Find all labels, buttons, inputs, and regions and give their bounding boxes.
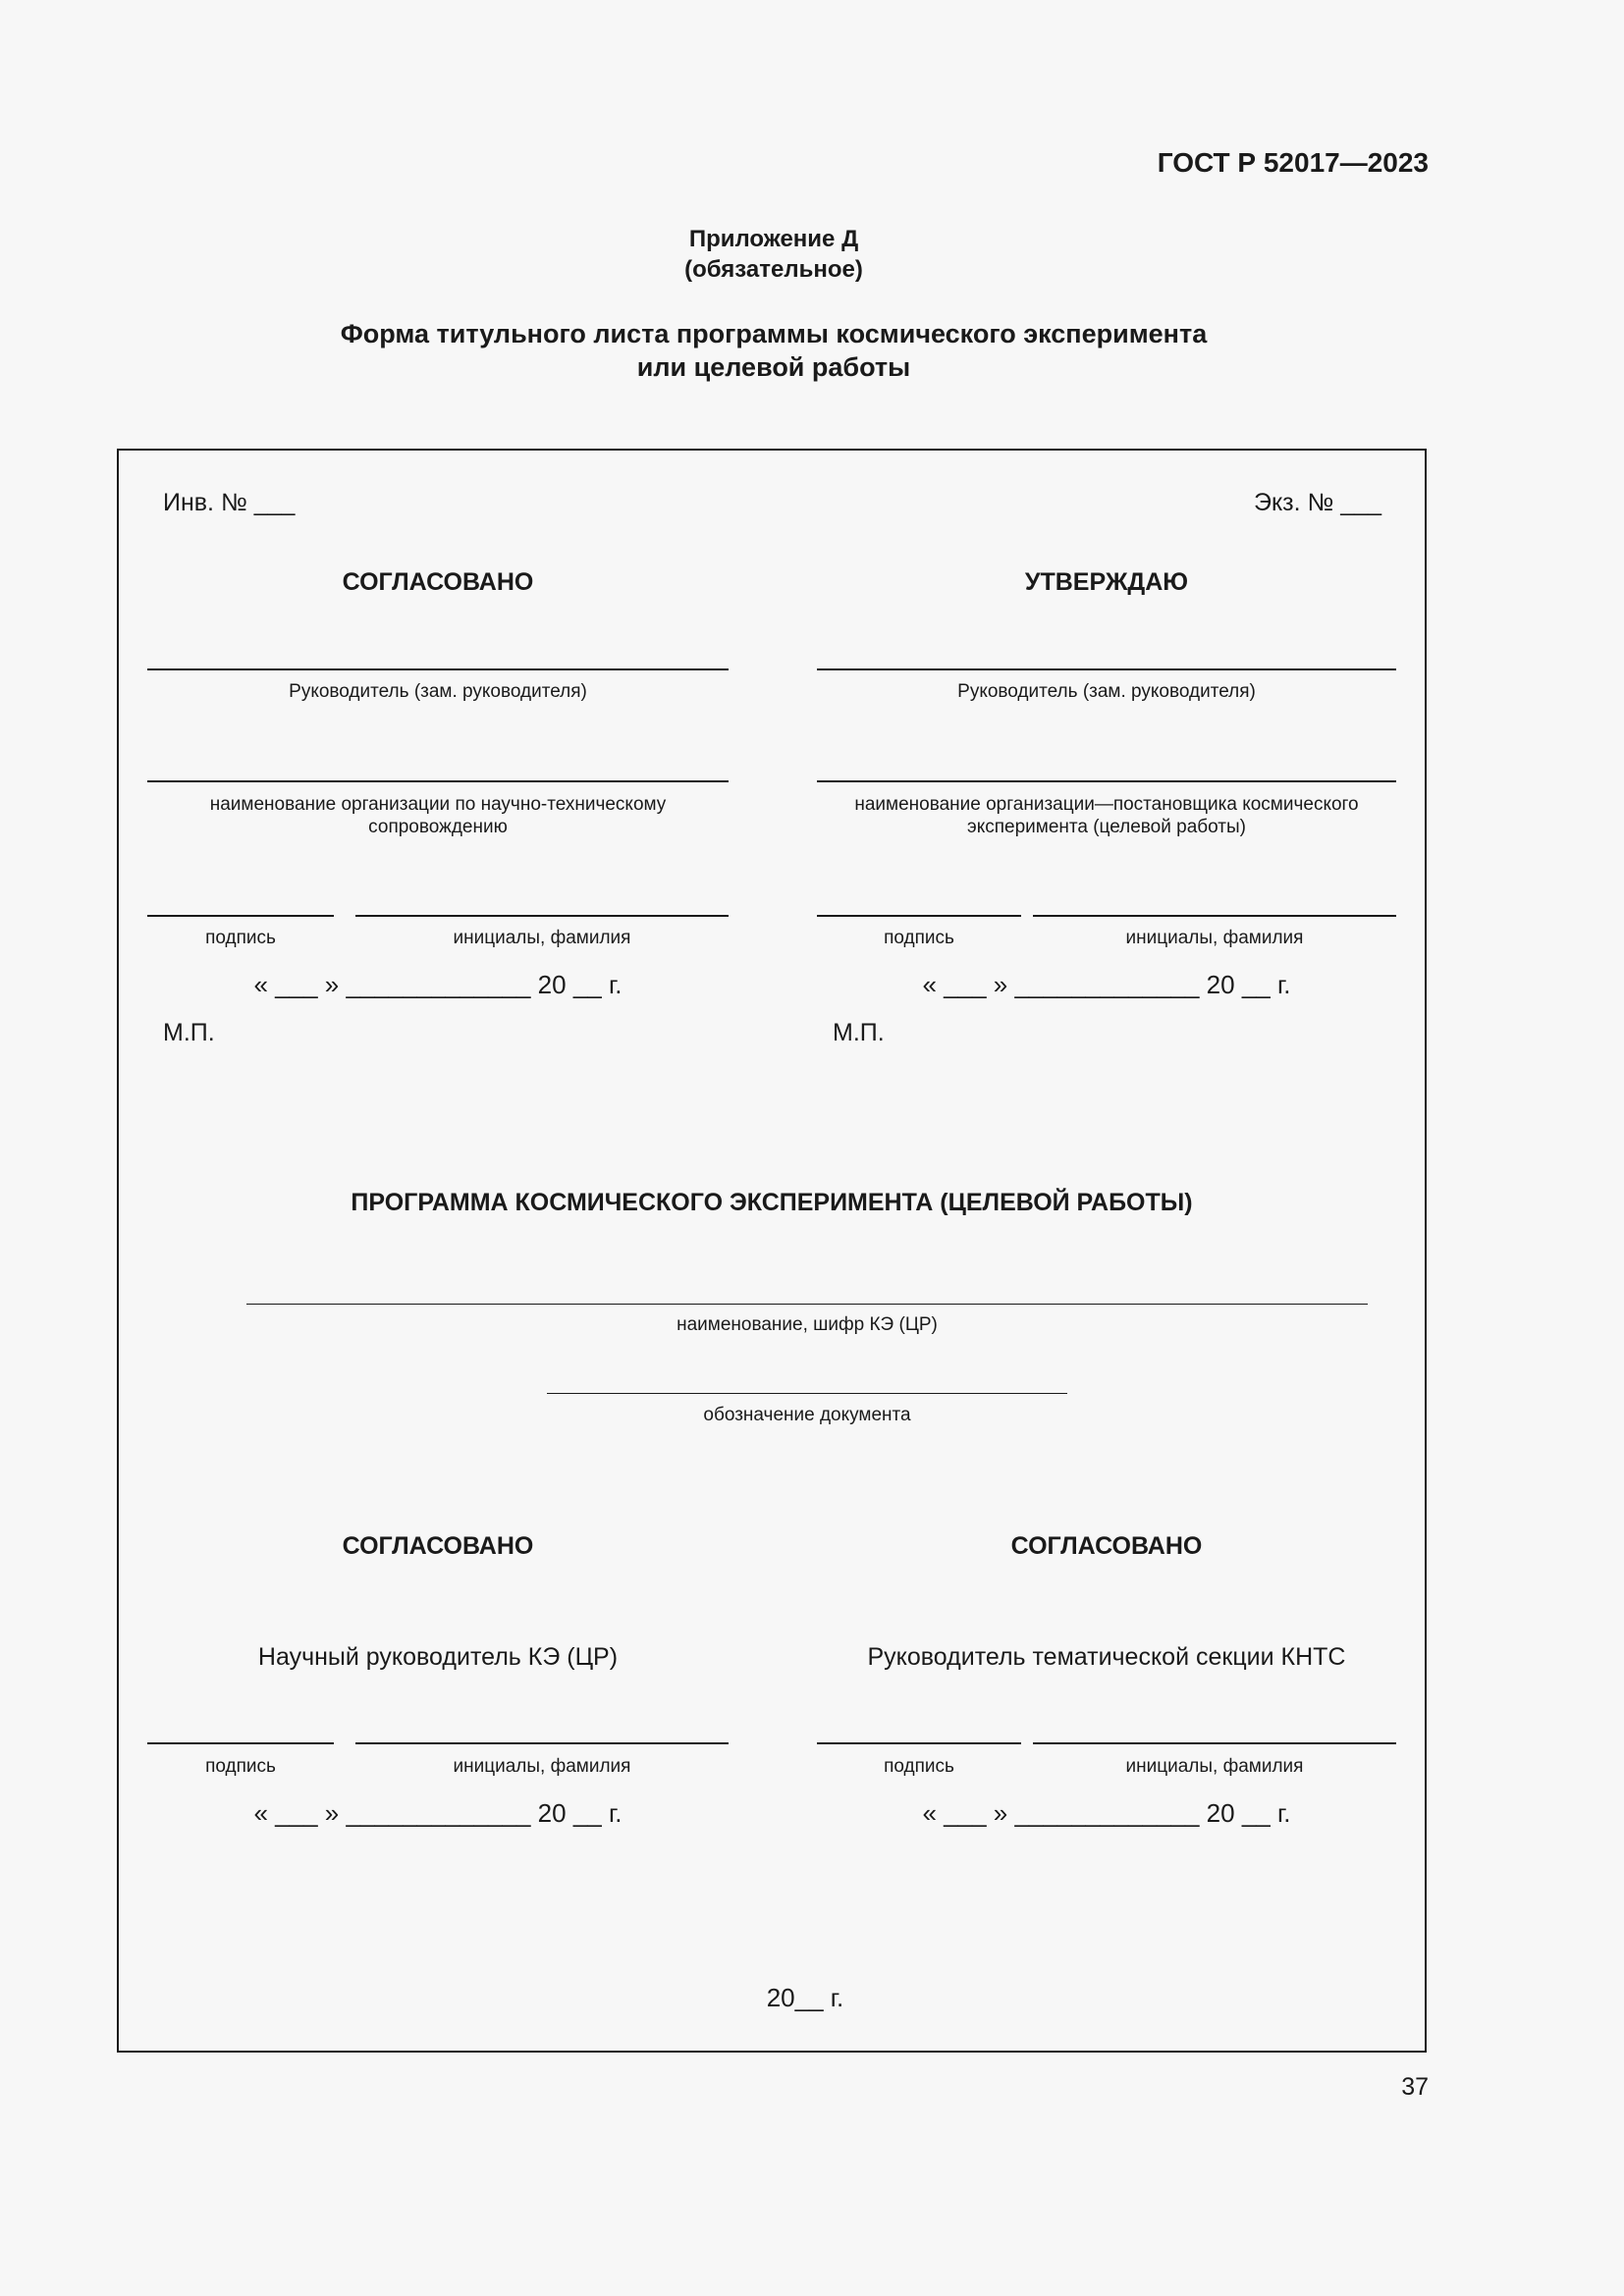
name-caption: инициалы, фамилия — [1125, 1756, 1304, 1777]
name-line — [1033, 1742, 1396, 1744]
signature-line — [147, 915, 334, 917]
organization-caption — [817, 793, 1396, 838]
program-name-line — [246, 1304, 1368, 1305]
signature-caption: подпись — [884, 928, 954, 948]
organization-caption-line2: сопровождению — [368, 817, 508, 837]
organization-line — [147, 780, 729, 782]
organization-line — [817, 780, 1396, 782]
appendix-status: (обязательное) — [684, 256, 863, 283]
copy-number: Экз. № ___ — [1253, 489, 1381, 516]
approve-heading: УТВЕРЖДАЮ — [1024, 568, 1189, 596]
head-signature-line — [817, 668, 1396, 670]
year-field: 20__ г. — [766, 1983, 844, 2012]
signature-caption: подпись — [205, 1756, 276, 1777]
head-caption: Руководитель (зам. руководителя) — [289, 681, 587, 702]
signature-caption: подпись — [884, 1756, 954, 1777]
organization-caption-line2: эксперимента (целевой работы) — [967, 817, 1246, 837]
agreed-heading: СОГЛАСОВАНО — [342, 568, 534, 596]
date-field: « ___ » _____________ 20 __ г. — [922, 970, 1291, 999]
name-caption: инициалы, фамилия — [453, 1756, 631, 1777]
name-line — [355, 915, 729, 917]
name-caption: инициалы, фамилия — [453, 928, 631, 948]
form-title-line2: или целевой работы — [636, 352, 911, 382]
agreed-heading: СОГЛАСОВАНО — [342, 1532, 534, 1560]
page-number: 37 — [1401, 2073, 1429, 2101]
signature-line — [817, 1742, 1021, 1744]
program-name-caption: наименование, шифр КЭ (ЦР) — [677, 1314, 938, 1335]
name-line — [355, 1742, 729, 1744]
appendix-title: Приложение Д — [688, 226, 859, 252]
name-line — [1033, 915, 1396, 917]
role-title: Руководитель тематической секции КНТС — [867, 1643, 1346, 1671]
program-title: ПРОГРАММА КОСМИЧЕСКОГО ЭКСПЕРИМЕНТА (ЦЕЛЕВОЙ РАБОТЫ) — [351, 1189, 1193, 1216]
organization-caption-line1: наименование организации—постановщика космического — [854, 794, 1359, 815]
organization-caption — [147, 793, 729, 838]
date-field: « ___ » _____________ 20 __ г. — [253, 970, 623, 999]
signature-line — [147, 1742, 334, 1744]
inventory-number: Инв. № ___ — [163, 489, 296, 516]
document-designation-line — [547, 1393, 1067, 1394]
date-field: « ___ » _____________ 20 __ г. — [922, 1798, 1291, 1828]
organization-caption-line1: наименование организации по научно-техническому — [209, 794, 667, 815]
standard-number: ГОСТ Р 52017—2023 — [1157, 147, 1429, 178]
date-field: « ___ » _____________ 20 __ г. — [253, 1798, 623, 1828]
stamp-place: М.П. — [833, 1019, 885, 1046]
role-title: Научный руководитель КЭ (ЦР) — [257, 1643, 619, 1671]
name-caption: инициалы, фамилия — [1125, 928, 1304, 948]
head-caption: Руководитель (зам. руководителя) — [957, 681, 1256, 702]
document-designation-caption: обозначение документа — [703, 1405, 911, 1425]
stamp-place: М.П. — [163, 1019, 215, 1046]
agreed-heading: СОГЛАСОВАНО — [1010, 1532, 1203, 1560]
signature-caption: подпись — [205, 928, 276, 948]
form-title-line1: Форма титульного листа программы космического эксперимента — [340, 319, 1208, 348]
head-signature-line — [147, 668, 729, 670]
signature-line — [817, 915, 1021, 917]
